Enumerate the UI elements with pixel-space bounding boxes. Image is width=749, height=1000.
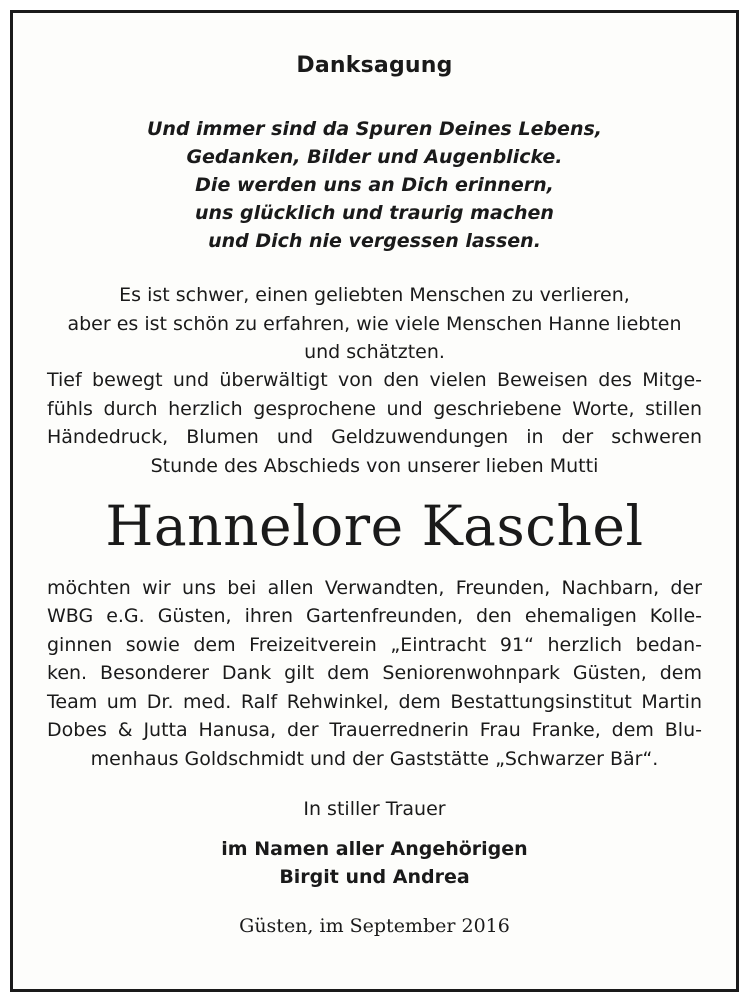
signers-line: Birgit und Andrea [279,866,470,888]
paragraph-line: und schätzten. [304,341,445,363]
poem-line: uns glücklich und traurig machen [195,202,554,224]
poem-line: Die werden uns an Dich erinnern, [195,174,554,196]
paragraph-line: fühls durch herzlich gesprochene und geschriebene Worte, stillen [47,398,702,420]
signers-line: im Namen aller Angehörigen [221,838,528,860]
paragraph-line: Stunde des Abschieds von unserer lieben Mutti [150,455,599,477]
poem-line: Und immer sind da Spuren Deines Lebens, [147,118,602,140]
paragraph-line: ken. Besonderer Dank gilt dem Seniorenwohnpark Güsten, dem [47,662,702,684]
paragraph-line: WBG e.G. Güsten, ihren Gartenfreunden, den ehemaligen Kolle- [47,605,702,627]
place-date: Güsten, im September 2016 [239,915,510,937]
poem-line: Gedanken, Bilder und Augenblicke. [186,146,563,168]
poem-line: und Dich nie vergessen lassen. [208,230,541,252]
notice-frame [10,10,739,992]
paragraph-line: ginnen sowie dem Freizeitverein „Eintracht 91“ herzlich bedan- [47,634,702,656]
paragraph-line: Händedruck, Blumen und Geldzuwendungen in der schweren [47,426,702,448]
paragraph-line: menhaus Goldschmidt und der Gaststätte „Schwarzer Bär“. [90,748,659,770]
paragraph-line: möchten wir uns bei allen Verwandten, Freunden, Nachbarn, der [47,577,702,599]
paragraph-line: Tief bewegt und überwältigt von den vielen Beweisen des Mitge- [47,369,702,391]
deceased-name: Hannelore Kaschel [105,494,644,558]
notice-heading: Danksagung [296,53,453,78]
paragraph-line: Dobes & Jutta Hanusa, der Trauerrednerin Frau Franke, dem Blu- [47,719,702,741]
paragraph-line: Es ist schwer, einen geliebten Menschen zu verlieren, [119,284,630,306]
mourning-line: In stiller Trauer [303,798,446,820]
paragraph-line: Team um Dr. med. Ralf Rehwinkel, dem Bestattungsinstitut Martin [47,691,702,713]
paragraph-line: aber es ist schön zu erfahren, wie viele Menschen Hanne liebten [67,313,682,335]
